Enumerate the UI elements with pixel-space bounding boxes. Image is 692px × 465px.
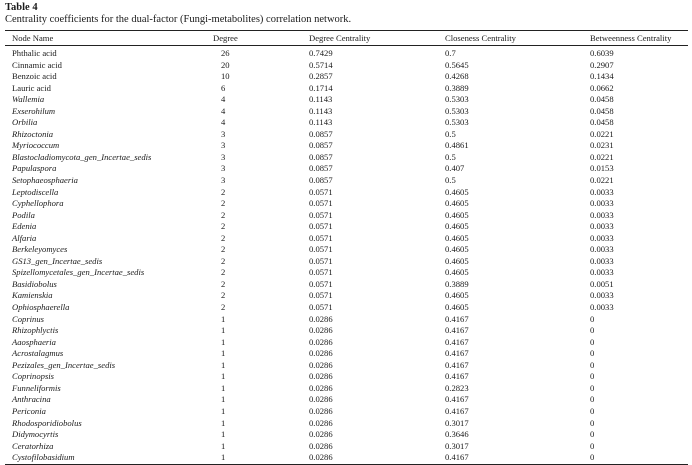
degree-cell: 3 bbox=[221, 163, 226, 174]
degree-centrality-cell: 0.0571 bbox=[309, 290, 333, 301]
table-row bbox=[5, 129, 688, 141]
closeness-centrality-cell: 0.407 bbox=[445, 163, 465, 174]
betweenness-centrality-cell: 0 bbox=[590, 452, 595, 463]
degree-cell: 6 bbox=[221, 82, 226, 93]
node-name-cell: Anthracina bbox=[12, 394, 51, 405]
closeness-centrality-cell: 0.4167 bbox=[445, 371, 469, 382]
node-name-cell: Blastocladiomycota_gen_Incertae_sedis bbox=[12, 151, 152, 162]
betweenness-centrality-cell: 0.0153 bbox=[590, 163, 614, 174]
closeness-centrality-cell: 0.4167 bbox=[445, 394, 469, 405]
node-name-cell: Phthalic acid bbox=[12, 48, 57, 58]
degree-centrality-cell: 0.0571 bbox=[309, 302, 333, 313]
table-row bbox=[5, 233, 688, 245]
degree-centrality-cell: 0.0286 bbox=[309, 348, 333, 359]
betweenness-centrality-cell: 0.1434 bbox=[590, 71, 614, 82]
node-name-cell: Basidiobolus bbox=[12, 278, 57, 289]
betweenness-centrality-cell: 0.0033 bbox=[590, 221, 614, 232]
table-row bbox=[5, 60, 688, 72]
betweenness-centrality-cell: 0.6039 bbox=[590, 48, 614, 58]
table-row bbox=[5, 256, 688, 268]
degree-cell: 1 bbox=[221, 359, 226, 370]
betweenness-centrality-cell: 0.0033 bbox=[590, 267, 614, 278]
table-body bbox=[5, 46, 688, 464]
degree-centrality-cell: 0.0286 bbox=[309, 359, 333, 370]
degree-centrality-cell: 0.0286 bbox=[309, 382, 333, 393]
betweenness-centrality-cell: 0.0458 bbox=[590, 105, 614, 116]
node-name-cell: Exserohilum bbox=[12, 105, 56, 116]
table-row bbox=[5, 267, 688, 279]
degree-cell: 4 bbox=[221, 105, 226, 116]
degree-centrality-cell: 0.0857 bbox=[309, 151, 333, 162]
betweenness-centrality-cell: 0.0458 bbox=[590, 94, 614, 105]
node-name-cell: Didymocyrtis bbox=[12, 429, 59, 440]
degree-centrality-cell: 0.5714 bbox=[309, 59, 333, 70]
degree-cell: 2 bbox=[221, 255, 226, 266]
degree-cell: 2 bbox=[221, 290, 226, 301]
degree-centrality-cell: 0.0571 bbox=[309, 232, 333, 243]
betweenness-centrality-cell: 0 bbox=[590, 371, 595, 382]
closeness-centrality-cell: 0.4605 bbox=[445, 198, 469, 209]
closeness-centrality-cell: 0.3889 bbox=[445, 278, 469, 289]
betweenness-centrality-cell: 0.0033 bbox=[590, 186, 614, 197]
betweenness-centrality-cell: 0 bbox=[590, 359, 595, 370]
table-row bbox=[5, 83, 688, 95]
degree-centrality-cell: 0.0571 bbox=[309, 186, 333, 197]
betweenness-centrality-cell: 0.0033 bbox=[590, 209, 614, 220]
node-name-cell: Rhizophlyctis bbox=[12, 325, 59, 336]
betweenness-centrality-cell: 0.0221 bbox=[590, 175, 614, 186]
degree-centrality-cell: 0.0571 bbox=[309, 278, 333, 289]
betweenness-centrality-cell: 0 bbox=[590, 313, 595, 324]
degree-centrality-cell: 0.1143 bbox=[309, 117, 333, 128]
node-name-cell: Myriococcum bbox=[12, 140, 60, 151]
betweenness-centrality-cell: 0 bbox=[590, 440, 595, 451]
betweenness-centrality-cell: 0.0033 bbox=[590, 232, 614, 243]
degree-cell: 3 bbox=[221, 128, 226, 139]
betweenness-centrality-cell: 0 bbox=[590, 348, 595, 359]
degree-centrality-cell: 0.0857 bbox=[309, 140, 333, 151]
betweenness-centrality-cell: 0.0221 bbox=[590, 128, 614, 139]
betweenness-centrality-cell: 0.0458 bbox=[590, 117, 614, 128]
table-row bbox=[5, 406, 688, 418]
degree-cell: 3 bbox=[221, 175, 226, 186]
node-name-cell: GS13_gen_Incertae_sedis bbox=[12, 255, 103, 266]
degree-cell: 26 bbox=[221, 48, 230, 58]
degree-centrality-cell: 0.0286 bbox=[309, 417, 333, 428]
betweenness-centrality-cell: 0.0662 bbox=[590, 82, 614, 93]
column-header-degree: Degree bbox=[213, 31, 309, 46]
degree-centrality-cell: 0.0571 bbox=[309, 209, 333, 220]
closeness-centrality-cell: 0.2823 bbox=[445, 382, 469, 393]
node-name-cell: Podila bbox=[12, 209, 35, 220]
closeness-centrality-cell: 0.5 bbox=[445, 151, 456, 162]
node-name-cell: Alfaria bbox=[12, 232, 37, 243]
degree-cell: 1 bbox=[221, 429, 226, 440]
table-row bbox=[5, 106, 688, 118]
degree-centrality-cell: 0.0286 bbox=[309, 313, 333, 324]
table-row bbox=[5, 290, 688, 302]
node-name-cell: Edenia bbox=[12, 221, 37, 232]
degree-centrality-cell: 0.0571 bbox=[309, 198, 333, 209]
closeness-centrality-cell: 0.5303 bbox=[445, 94, 469, 105]
closeness-centrality-cell: 0.3017 bbox=[445, 440, 469, 451]
degree-centrality-cell: 0.1143 bbox=[309, 105, 333, 116]
table-row bbox=[5, 163, 688, 175]
degree-centrality-cell: 0.0286 bbox=[309, 429, 333, 440]
closeness-centrality-cell: 0.4167 bbox=[445, 336, 469, 347]
table-row bbox=[5, 210, 688, 222]
degree-cell: 1 bbox=[221, 417, 226, 428]
node-name-cell: Periconia bbox=[12, 405, 46, 416]
betweenness-centrality-cell: 0 bbox=[590, 417, 595, 428]
node-name-cell: Wallemia bbox=[12, 94, 45, 105]
closeness-centrality-cell: 0.5645 bbox=[445, 59, 469, 70]
degree-centrality-cell: 0.0286 bbox=[309, 452, 333, 463]
degree-cell: 3 bbox=[221, 140, 226, 151]
table-row bbox=[5, 348, 688, 360]
degree-cell: 1 bbox=[221, 405, 226, 416]
node-name-cell: Setophaeosphaeria bbox=[12, 175, 78, 186]
table-row bbox=[5, 383, 688, 395]
table-row bbox=[5, 152, 688, 164]
degree-cell: 1 bbox=[221, 382, 226, 393]
degree-centrality-cell: 0.0286 bbox=[309, 336, 333, 347]
node-name-cell: Orbilia bbox=[12, 117, 38, 128]
table-row bbox=[5, 441, 688, 453]
degree-centrality-cell: 0.0286 bbox=[309, 325, 333, 336]
degree-cell: 2 bbox=[221, 198, 226, 209]
closeness-centrality-cell: 0.4605 bbox=[445, 267, 469, 278]
table-row bbox=[5, 117, 688, 129]
degree-cell: 2 bbox=[221, 267, 226, 278]
node-name-cell: Ophiosphaerella bbox=[12, 302, 70, 313]
degree-centrality-cell: 0.0286 bbox=[309, 371, 333, 382]
degree-centrality-cell: 0.0286 bbox=[309, 405, 333, 416]
degree-cell: 2 bbox=[221, 232, 226, 243]
table-row bbox=[5, 302, 688, 314]
centrality-table bbox=[5, 30, 688, 464]
node-name-cell: Coprinus bbox=[12, 313, 44, 324]
column-header-betweenness-centrality: Betweenness Centrality bbox=[590, 31, 688, 46]
betweenness-centrality-cell: 0 bbox=[590, 325, 595, 336]
node-name-cell: Leptodiscella bbox=[12, 186, 59, 197]
degree-centrality-cell: 0.1143 bbox=[309, 94, 333, 105]
closeness-centrality-cell: 0.4605 bbox=[445, 221, 469, 232]
column-header-closeness-centrality: Closeness Centrality bbox=[445, 31, 590, 46]
table-row bbox=[5, 371, 688, 383]
betweenness-centrality-cell: 0.0221 bbox=[590, 151, 614, 162]
degree-centrality-cell: 0.0286 bbox=[309, 440, 333, 451]
closeness-centrality-cell: 0.4605 bbox=[445, 232, 469, 243]
table-header bbox=[5, 31, 688, 46]
closeness-centrality-cell: 0.4605 bbox=[445, 186, 469, 197]
header-row bbox=[5, 31, 688, 46]
betweenness-centrality-cell: 0.0051 bbox=[590, 278, 614, 289]
degree-cell: 1 bbox=[221, 348, 226, 359]
table-row bbox=[5, 337, 688, 349]
node-name-cell: Lauric acid bbox=[12, 82, 51, 93]
node-name-cell: Ceratorhiza bbox=[12, 440, 54, 451]
table-row bbox=[5, 187, 688, 199]
node-name-cell: Rhizoctonia bbox=[12, 128, 54, 139]
column-header-degree-centrality: Degree Centrality bbox=[309, 31, 445, 46]
node-name-cell: Cyphellophora bbox=[12, 198, 64, 209]
table-row bbox=[5, 140, 688, 152]
degree-centrality-cell: 0.1714 bbox=[309, 82, 333, 93]
closeness-centrality-cell: 0.5 bbox=[445, 175, 456, 186]
betweenness-centrality-cell: 0 bbox=[590, 429, 595, 440]
table-row bbox=[5, 429, 688, 441]
betweenness-centrality-cell: 0 bbox=[590, 336, 595, 347]
betweenness-centrality-cell: 0.0033 bbox=[590, 290, 614, 301]
table-row bbox=[5, 279, 688, 291]
betweenness-centrality-cell: 0 bbox=[590, 405, 595, 416]
degree-centrality-cell: 0.2857 bbox=[309, 71, 333, 82]
closeness-centrality-cell: 0.4605 bbox=[445, 209, 469, 220]
node-name-cell: Acrostalagmus bbox=[12, 348, 64, 359]
closeness-centrality-cell: 0.3889 bbox=[445, 82, 469, 93]
closeness-centrality-cell: 0.4167 bbox=[445, 348, 469, 359]
degree-cell: 2 bbox=[221, 186, 226, 197]
degree-centrality-cell: 0.0571 bbox=[309, 267, 333, 278]
table-row bbox=[5, 394, 688, 406]
degree-cell: 4 bbox=[221, 94, 226, 105]
closeness-centrality-cell: 0.4605 bbox=[445, 302, 469, 313]
table-label: Table 4 bbox=[5, 2, 38, 13]
degree-centrality-cell: 0.0857 bbox=[309, 128, 333, 139]
betweenness-centrality-cell: 0.0033 bbox=[590, 255, 614, 266]
degree-centrality-cell: 0.0571 bbox=[309, 244, 333, 255]
degree-cell: 2 bbox=[221, 244, 226, 255]
closeness-centrality-cell: 0.4167 bbox=[445, 452, 469, 463]
table-row bbox=[5, 244, 688, 256]
table-row bbox=[5, 325, 688, 337]
table-row bbox=[5, 314, 688, 326]
degree-centrality-cell: 0.0857 bbox=[309, 163, 333, 174]
degree-cell: 1 bbox=[221, 325, 226, 336]
degree-centrality-cell: 0.0857 bbox=[309, 175, 333, 186]
column-header-node-name: Node Name bbox=[5, 31, 213, 46]
betweenness-centrality-cell: 0.2907 bbox=[590, 59, 614, 70]
node-name-cell: Cinnamic acid bbox=[12, 59, 62, 70]
node-name-cell: Berkeleyomyces bbox=[12, 244, 68, 255]
betweenness-centrality-cell: 0.0033 bbox=[590, 244, 614, 255]
node-name-cell: Aaosphaeria bbox=[12, 336, 56, 347]
table-caption: Centrality coefficients for the dual-factor (Fungi-metabolites) correlation network. bbox=[5, 14, 352, 25]
table-row bbox=[5, 452, 688, 464]
closeness-centrality-cell: 0.4605 bbox=[445, 244, 469, 255]
degree-centrality-cell: 0.0571 bbox=[309, 255, 333, 266]
closeness-centrality-cell: 0.5 bbox=[445, 128, 456, 139]
degree-centrality-cell: 0.0571 bbox=[309, 221, 333, 232]
closeness-centrality-cell: 0.4605 bbox=[445, 290, 469, 301]
table-row bbox=[5, 175, 688, 187]
node-name-cell: Cystofilobasidium bbox=[12, 452, 75, 463]
degree-cell: 1 bbox=[221, 336, 226, 347]
table-row bbox=[5, 360, 688, 372]
node-name-cell: Funneliformis bbox=[12, 382, 61, 393]
betweenness-centrality-cell: 0 bbox=[590, 394, 595, 405]
closeness-centrality-cell: 0.4167 bbox=[445, 313, 469, 324]
closeness-centrality-cell: 0.5303 bbox=[445, 117, 469, 128]
node-name-cell: Rhodosporidiobolus bbox=[12, 417, 82, 428]
node-name-cell: Coprinopsis bbox=[12, 371, 55, 382]
table-row bbox=[5, 46, 688, 60]
degree-cell: 2 bbox=[221, 302, 226, 313]
node-name-cell: Papulaspora bbox=[12, 163, 57, 174]
degree-cell: 1 bbox=[221, 394, 226, 405]
degree-cell: 20 bbox=[221, 59, 230, 70]
closeness-centrality-cell: 0.5303 bbox=[445, 105, 469, 116]
closeness-centrality-cell: 0.3646 bbox=[445, 429, 469, 440]
betweenness-centrality-cell: 0.0231 bbox=[590, 140, 614, 151]
degree-cell: 2 bbox=[221, 221, 226, 232]
closeness-centrality-cell: 0.3017 bbox=[445, 417, 469, 428]
betweenness-centrality-cell: 0 bbox=[590, 382, 595, 393]
degree-centrality-cell: 0.0286 bbox=[309, 394, 333, 405]
table-row bbox=[5, 71, 688, 83]
node-name-cell: Kamienskia bbox=[12, 290, 53, 301]
degree-cell: 3 bbox=[221, 151, 226, 162]
node-name-cell: Benzoic acid bbox=[12, 71, 57, 82]
betweenness-centrality-cell: 0.0033 bbox=[590, 302, 614, 313]
closeness-centrality-cell: 0.4167 bbox=[445, 325, 469, 336]
degree-cell: 1 bbox=[221, 452, 226, 463]
node-name-cell: Spizellomycetales_gen_Incertae_sedis bbox=[12, 267, 145, 278]
table-row bbox=[5, 221, 688, 233]
node-name-cell: Pezizales_gen_Incertae_sedis bbox=[12, 359, 116, 370]
degree-cell: 1 bbox=[221, 371, 226, 382]
degree-cell: 4 bbox=[221, 117, 226, 128]
table-row bbox=[5, 418, 688, 430]
closeness-centrality-cell: 0.7 bbox=[445, 48, 456, 58]
degree-cell: 2 bbox=[221, 278, 226, 289]
betweenness-centrality-cell: 0.0033 bbox=[590, 198, 614, 209]
closeness-centrality-cell: 0.4268 bbox=[445, 71, 469, 82]
degree-cell: 1 bbox=[221, 440, 226, 451]
table-row bbox=[5, 198, 688, 210]
degree-cell: 2 bbox=[221, 209, 226, 220]
degree-cell: 1 bbox=[221, 313, 226, 324]
closeness-centrality-cell: 0.4605 bbox=[445, 255, 469, 266]
closeness-centrality-cell: 0.4861 bbox=[445, 140, 469, 151]
table-row bbox=[5, 94, 688, 106]
closeness-centrality-cell: 0.4167 bbox=[445, 359, 469, 370]
degree-centrality-cell: 0.7429 bbox=[309, 48, 333, 58]
closeness-centrality-cell: 0.4167 bbox=[445, 405, 469, 416]
degree-cell: 10 bbox=[221, 71, 230, 82]
